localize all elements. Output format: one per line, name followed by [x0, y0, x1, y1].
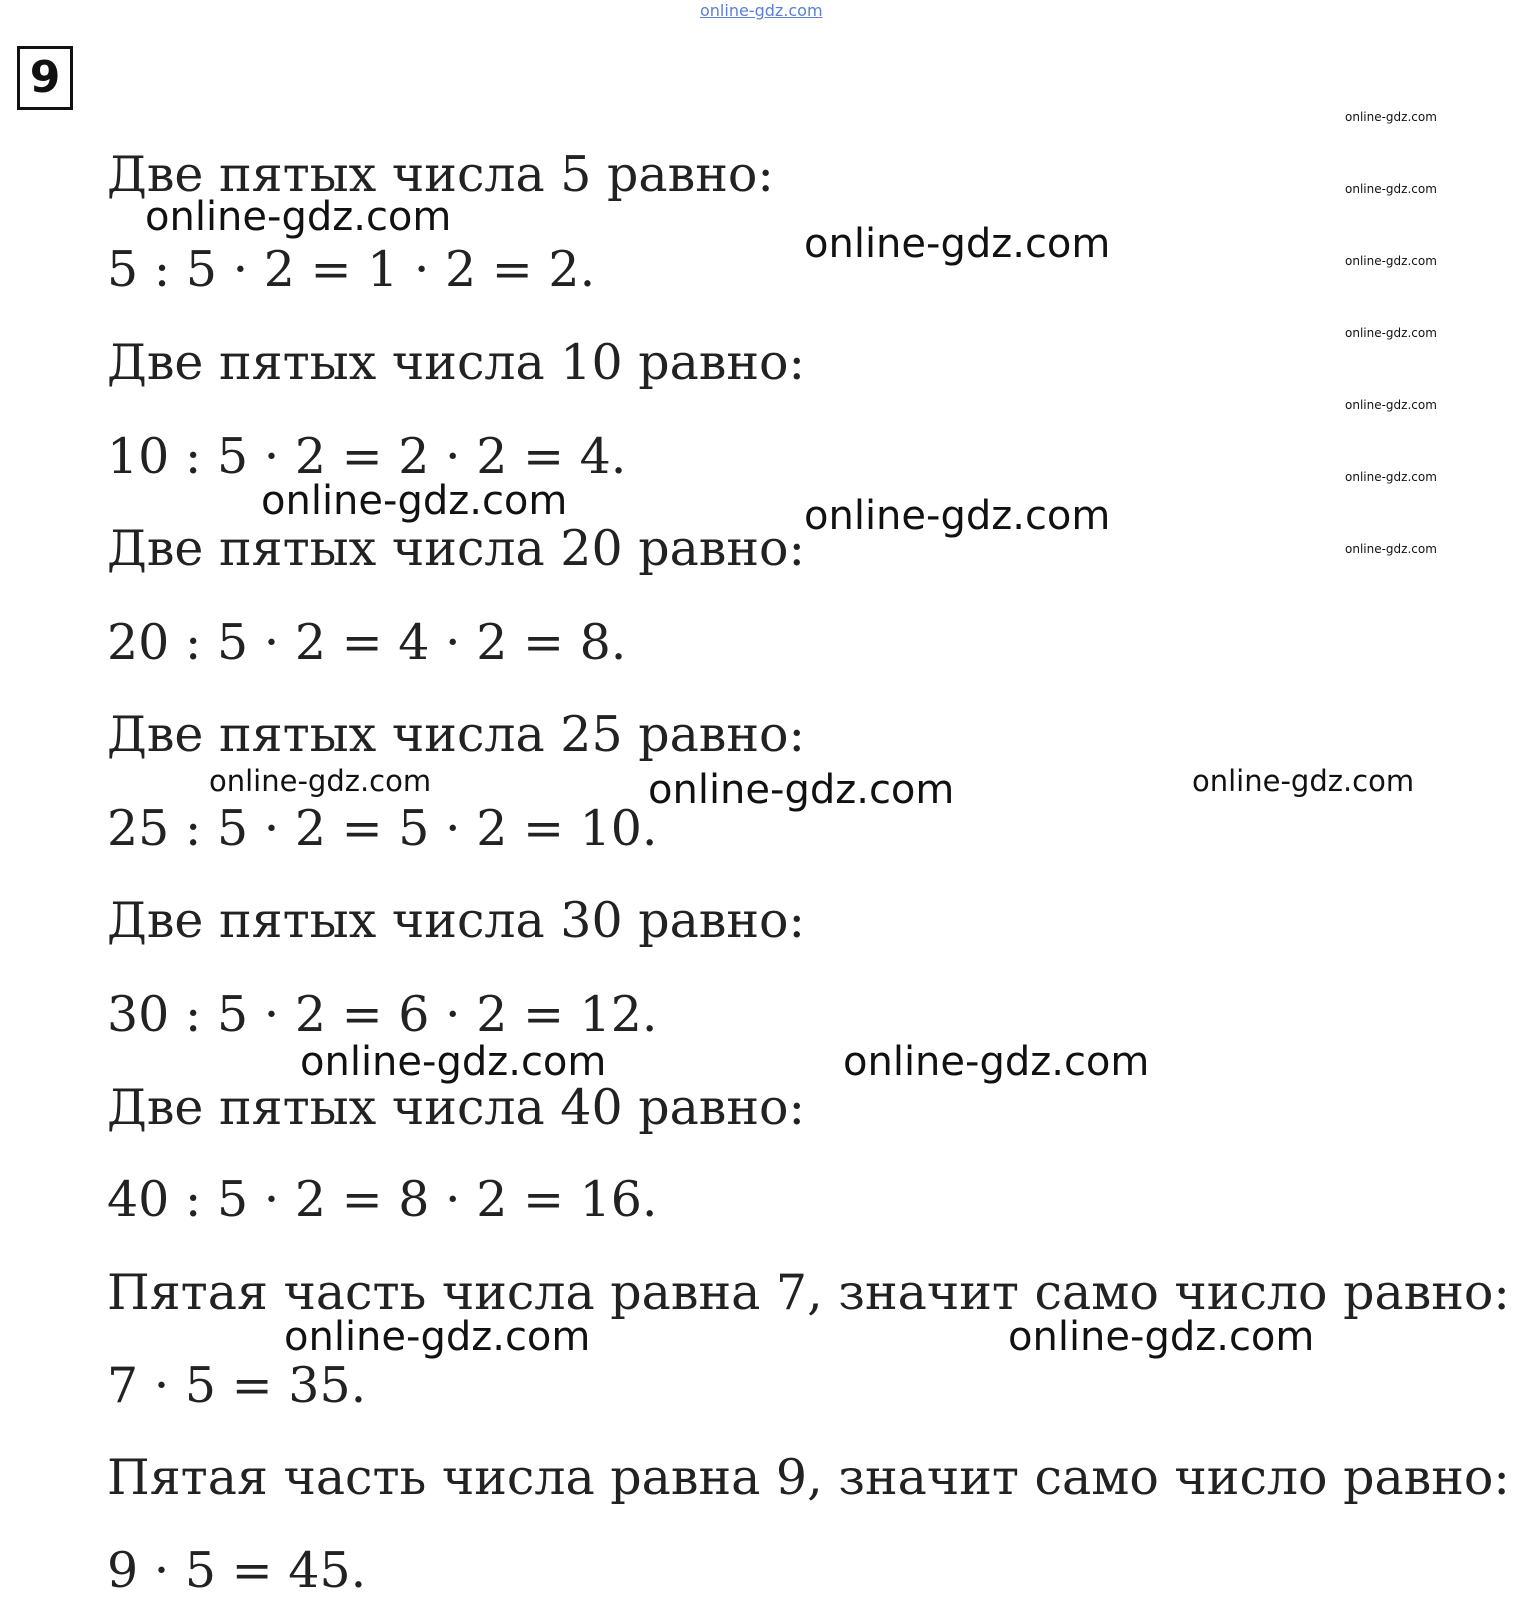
solution-line: 25 : 5 · 2 = 5 · 2 = 10.: [107, 800, 658, 857]
watermark-large: online-gdz.com: [804, 493, 1111, 539]
watermark-small: online-gdz.com: [1345, 110, 1437, 124]
watermark-small: online-gdz.com: [1345, 254, 1437, 268]
watermark-medium: online-gdz.com: [209, 764, 432, 798]
solution-line: 9 · 5 = 45.: [107, 1542, 367, 1599]
solution-line: 10 : 5 · 2 = 2 · 2 = 4.: [107, 428, 627, 485]
solution-line: 30 : 5 · 2 = 6 · 2 = 12.: [107, 986, 658, 1043]
solution-line: Две пятых числа 25 равно:: [107, 706, 806, 763]
solution-line: 40 : 5 · 2 = 8 · 2 = 16.: [107, 1171, 658, 1228]
watermark-large: online-gdz.com: [843, 1039, 1150, 1085]
solution-line: Две пятых числа 5 равно:: [107, 146, 774, 203]
top-watermark: online-gdz.com: [700, 1, 823, 20]
watermark-small: online-gdz.com: [1345, 470, 1437, 484]
solution-line: 20 : 5 · 2 = 4 · 2 = 8.: [107, 614, 627, 671]
solution-line: Две пятых числа 20 равно:: [107, 520, 806, 577]
watermark-large: online-gdz.com: [261, 478, 568, 524]
watermark-small: online-gdz.com: [1345, 542, 1437, 556]
watermark-large: online-gdz.com: [1008, 1314, 1315, 1360]
solution-line: Пятая часть числа равна 9, значит само число равно:: [107, 1449, 1510, 1506]
watermark-large: online-gdz.com: [300, 1039, 607, 1085]
watermark-large: online-gdz.com: [284, 1314, 591, 1360]
solution-line: Две пятых числа 30 равно:: [107, 892, 806, 949]
watermark-large: online-gdz.com: [804, 221, 1111, 267]
watermark-small: online-gdz.com: [1345, 398, 1437, 412]
watermark-small: online-gdz.com: [1345, 326, 1437, 340]
watermark-medium: online-gdz.com: [1192, 764, 1415, 798]
solution-line: Две пятых числа 10 равно:: [107, 334, 806, 391]
watermark-large: online-gdz.com: [648, 767, 955, 813]
watermark-large: online-gdz.com: [145, 194, 452, 240]
solution-line: Пятая часть числа равна 7, значит само число равно:: [107, 1264, 1510, 1321]
solution-line: 7 · 5 = 35.: [107, 1357, 367, 1414]
watermark-small: online-gdz.com: [1345, 182, 1437, 196]
solution-line: Две пятых числа 40 равно:: [107, 1079, 806, 1136]
solution-line: 5 : 5 · 2 = 1 · 2 = 2.: [107, 241, 596, 298]
problem-number: 9: [17, 46, 73, 110]
